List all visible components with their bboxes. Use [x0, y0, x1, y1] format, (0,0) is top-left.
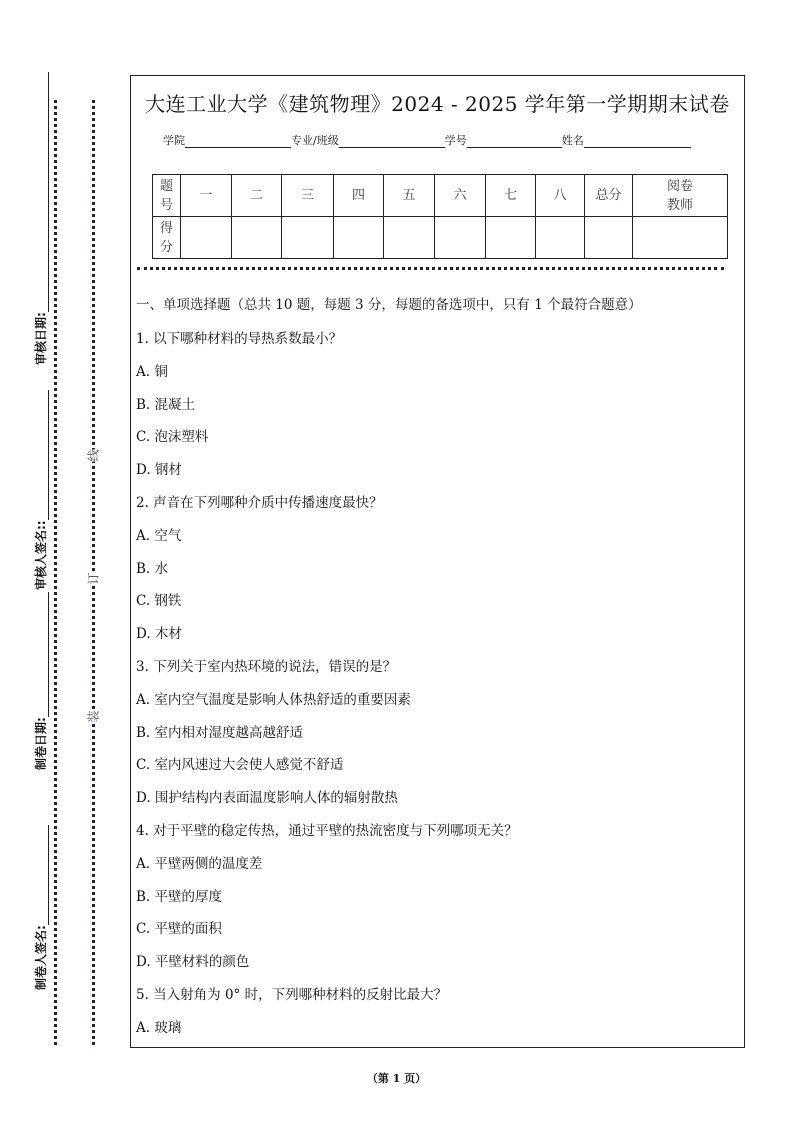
answer-option[interactable]: B. 室内相对湿度越高越舒适	[136, 724, 304, 741]
binding-mark-line: 线	[86, 449, 101, 462]
score-cell[interactable]	[334, 217, 384, 259]
score-cell[interactable]	[181, 217, 232, 259]
dotted-divider	[137, 267, 724, 270]
student-info-row	[163, 132, 691, 148]
page-number: （第 1 页）	[366, 1072, 427, 1085]
answer-option[interactable]: C. 室内风速过大会使人感觉不舒适	[136, 757, 344, 774]
column-header: 总分	[585, 175, 633, 217]
answer-option[interactable]: D. 木材	[136, 626, 182, 643]
score-cell[interactable]	[536, 217, 585, 259]
answer-option[interactable]: C. 钢铁	[136, 593, 182, 610]
score-cell[interactable]	[232, 217, 282, 259]
column-header: 四	[334, 175, 384, 217]
reviewer-signature-label: 审核人签名::	[34, 520, 48, 590]
student-id-label: 学号	[444, 134, 467, 147]
grader-column-header: 阅卷教师	[633, 175, 728, 217]
score-cell[interactable]	[282, 217, 334, 259]
major-class-label: 专业/班级	[291, 134, 339, 147]
answer-option[interactable]: A. 玻璃	[136, 1019, 182, 1036]
answer-option[interactable]: B. 平壁的厚度	[136, 888, 223, 905]
section-heading: 一、单项选择题（总共 10 题，每题 3 分，每题的备选项中，只有 1 个最符合题意）	[136, 297, 642, 313]
paper-maker-signature-field	[32, 825, 49, 990]
reviewer-signature-field	[32, 390, 49, 590]
column-header: 七	[486, 175, 536, 217]
column-header: 六	[435, 175, 486, 217]
answer-option[interactable]: B. 水	[136, 560, 169, 577]
question-stem: 1. 以下哪种材料的导热系数最小？	[136, 331, 343, 347]
student-id-field[interactable]	[467, 135, 562, 148]
college-label: 学院	[163, 134, 185, 147]
review-date-field	[32, 72, 49, 365]
column-header: 八	[536, 175, 585, 217]
column-header: 一	[181, 175, 232, 217]
exam-title: 大连工业大学《建筑物理》2024 - 2025 学年第一学期期末试卷	[145, 92, 730, 116]
answer-option[interactable]: D. 平壁材料的颜色	[136, 954, 250, 971]
answer-option[interactable]: C. 平壁的面积	[136, 921, 222, 938]
major-class-field[interactable]	[339, 135, 445, 148]
column-header: 二	[232, 175, 282, 217]
paper-date-label: 制卷日期:	[34, 717, 48, 770]
answer-option[interactable]: B. 混凝土	[136, 396, 196, 413]
exam-paper-frame	[130, 75, 745, 1048]
answer-option[interactable]: D. 钢材	[136, 462, 182, 479]
question-number-label: 题号	[153, 175, 181, 217]
score-table-header-row	[153, 175, 728, 217]
answer-option[interactable]: A. 平壁两侧的温度差	[136, 855, 263, 872]
answer-option[interactable]: C. 泡沫塑料	[136, 429, 209, 446]
score-row-label: 得分	[153, 217, 181, 259]
column-header: 五	[384, 175, 435, 217]
college-field[interactable]	[185, 135, 291, 148]
binding-mark-bind: 订	[86, 572, 101, 585]
score-cell[interactable]	[384, 217, 435, 259]
paper-maker-signature-label: 制卷人签名:	[34, 925, 48, 990]
binding-mark-staple: 装	[86, 710, 101, 723]
score-cell[interactable]	[585, 217, 633, 259]
answer-option[interactable]: A. 室内空气温度是影响人体热舒适的重要因素	[136, 691, 411, 708]
question-stem: 5. 当入射角为 0° 时，下列哪种材料的反射比最大？	[136, 987, 448, 1003]
question-stem: 2. 声音在下列哪种介质中传播速度最快？	[136, 495, 383, 511]
name-field[interactable]	[584, 135, 691, 148]
score-cell[interactable]	[633, 217, 728, 259]
answer-option[interactable]: A. 空气	[136, 527, 182, 544]
answer-option[interactable]: A. 铜	[136, 363, 168, 380]
score-cell[interactable]	[486, 217, 536, 259]
score-cell[interactable]	[435, 217, 486, 259]
binding-dotted-line-outer	[54, 100, 57, 1045]
question-stem: 4. 对于平壁的稳定传热，通过平壁的热流密度与下列哪项无关？	[136, 823, 518, 839]
paper-date-field	[32, 592, 49, 770]
score-table	[152, 174, 728, 259]
review-date-label: 审核日期:	[34, 312, 48, 365]
column-header: 三	[282, 175, 334, 217]
score-row	[153, 217, 728, 259]
answer-option[interactable]: D. 围护结构内表面温度影响人体的辐射散热	[136, 790, 398, 807]
name-label: 姓名	[561, 134, 584, 147]
question-stem: 3. 下列关于室内热环境的说法，错误的是？	[136, 659, 397, 675]
